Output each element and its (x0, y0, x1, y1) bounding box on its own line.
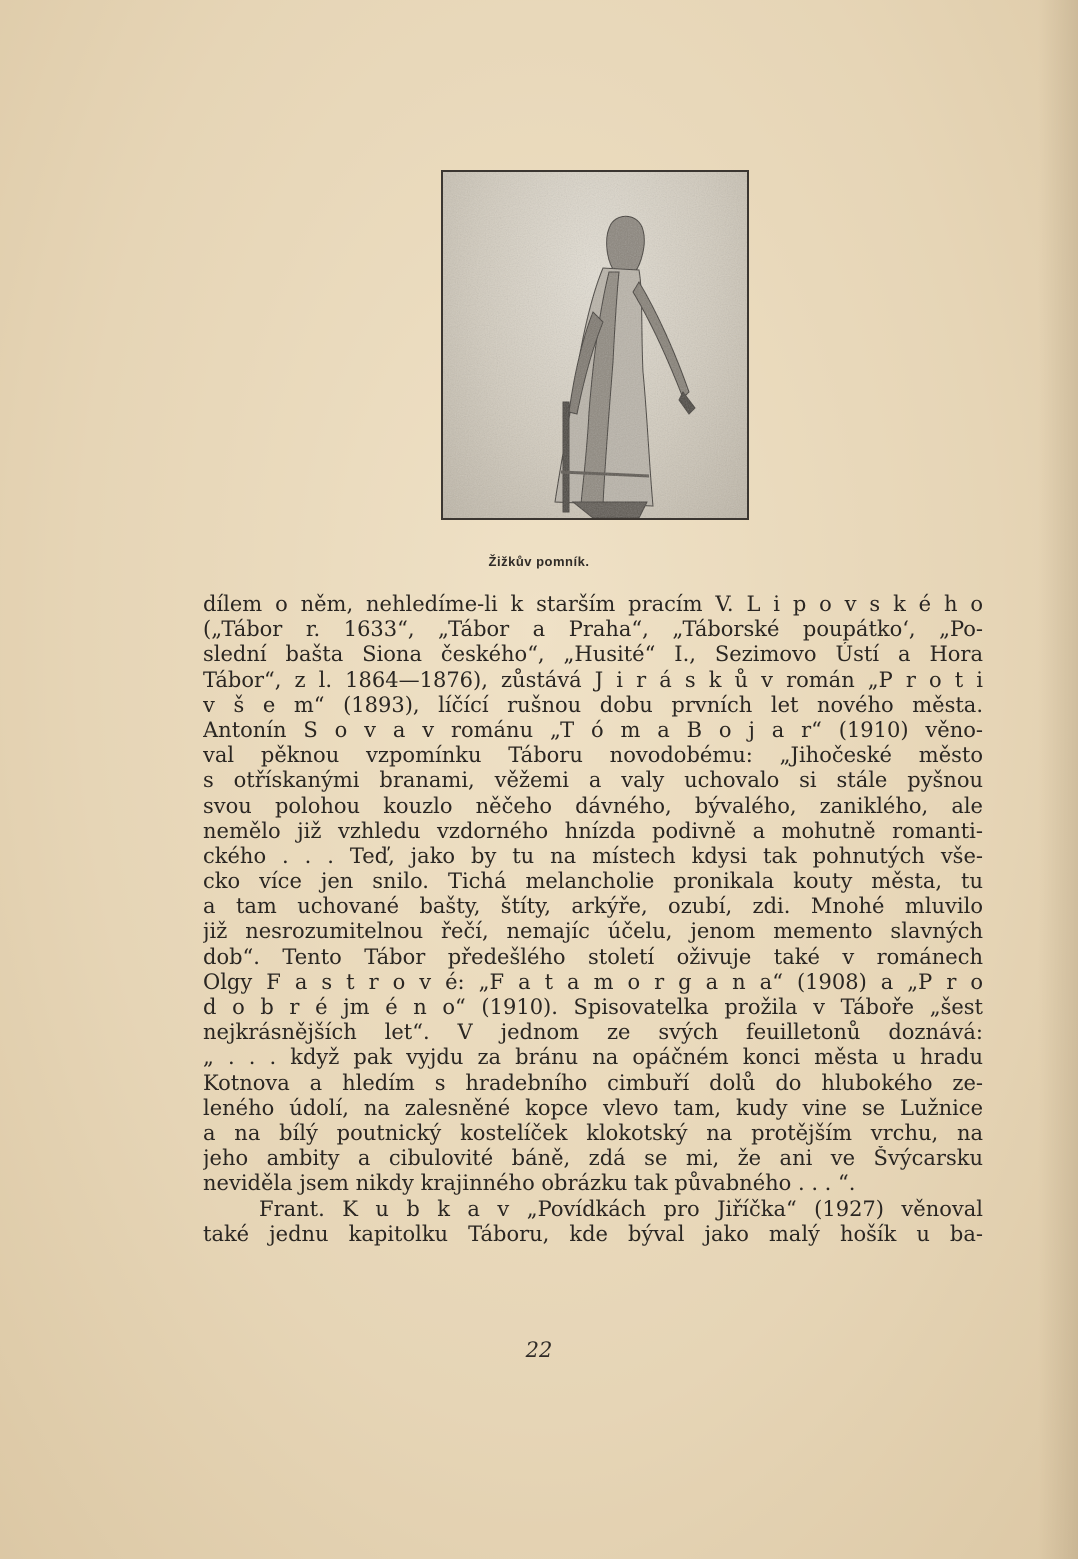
text-line: („Tábor r. 1633“, „Tábor a Praha“, „Táborské poupátko‘, „Po- (203, 617, 983, 642)
text-line: svou polohou kouzlo něčeho dávného, bývalého, zaniklého, ale (203, 793, 983, 818)
text-line: nejkrásnějších let“. V jednom ze svých feuilletonů doznává: (203, 1020, 983, 1045)
body-text (203, 592, 983, 1247)
text-line: a na bílý poutnický kostelíček klokotský na protějším vrchu, na (203, 1120, 983, 1145)
text-line: slední bašta Siona českého“, „Husité“ I., Sezimovo Ústí a Hora (203, 642, 983, 667)
text-line-paragraph-end: neviděla jsem nikdy krajinného obrázku tak půvabného . . . “. (203, 1171, 856, 1196)
zizka-statue-illustration (443, 172, 747, 518)
text-line: cko více jen snilo. Tichá melancholie pronikala kouty města, tu (203, 869, 983, 894)
text-line: dílem o něm, nehledíme-li k starším pracím V. L i p o v s k é h o (203, 592, 983, 616)
page-fold-shadow (1038, 0, 1078, 1559)
text-line: dob“. Tento Tábor předešlého století oživuje také v románech (203, 944, 983, 969)
text-line: Tábor“, z l. 1864—1876), zůstává J i r á s k ů v román „P r o t i (203, 667, 983, 692)
text-line: d o b r é jm é n o“ (1910). Spisovatelka prožila v Táboře „šest (203, 995, 983, 1019)
text-line: nemělo již vzhledu vzdorného hnízda podivně a mohutně romanti- (203, 818, 983, 843)
text-line: s otřískanými branami, věžemi a valy uchovalo si stále pyšnou (203, 768, 983, 793)
text-line: jeho ambity a cibulovité báně, zdá se mi, že ani ve Švýcarsku (203, 1146, 983, 1171)
text-line: a tam uchované bašty, štíty, arkýře, ozubí, zdi. Mnohé mluvilo (203, 894, 983, 919)
text-line: v š e m“ (1893), líčící rušnou dobu prvních let nového města. (203, 692, 983, 717)
statue-photograph (441, 170, 749, 520)
text-line: val pěknou vzpomínku Táboru novodobému: „Jihočeské město (203, 743, 983, 768)
text-line: ckého . . . Teď, jako by tu na místech kdysi tak pohnutých vše- (203, 843, 983, 868)
text-line: leného údolí, na zalesněné kopce vlevo tam, kudy vine se Lužnice (203, 1095, 983, 1120)
text-line: také jednu kapitolku Táboru, kde býval jako malý hošík u ba- (203, 1221, 983, 1246)
text-line-paragraph-start: Frant. K u b k a v „Povídkách pro Jiříčka“ (1927) věnoval (259, 1196, 983, 1221)
page-number: 22 (525, 1338, 553, 1362)
text-line: „ . . . když pak vyjdu za bránu na opáčném konci města u hradu (203, 1045, 983, 1070)
text-line: již nesrozumitelnou řečí, nemajíc účelu, jenom memento slavných (203, 919, 983, 944)
text-line: Antonín S o v a v románu „T ó m a B o j a r“ (1910) věno- (203, 717, 983, 742)
text-line: Kotnova a hledím s hradebního cimbuří dolů do hlubokého ze- (203, 1070, 983, 1095)
figure-caption: Žižkův pomník. (488, 554, 590, 569)
text-line: Olgy F a s t r o v é: „F a t a m o r g a n a“ (1908) a „P r o (203, 969, 983, 994)
